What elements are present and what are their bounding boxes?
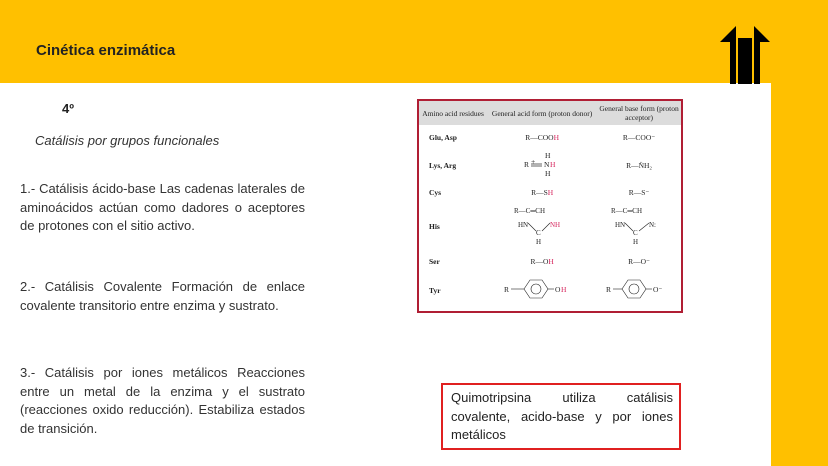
svg-text:H: H [545, 169, 551, 177]
residue-cell: Cys [429, 188, 442, 197]
svg-text:+: + [531, 157, 536, 166]
svg-text:R—C═CH: R—C═CH [514, 207, 546, 215]
page-title: Cinética enzimática [36, 42, 176, 59]
phenolate-structure [604, 278, 674, 300]
table-row [419, 275, 681, 305]
paragraph-metal-ions: 3.- Catálisis por iones metálicos Reacciones entre un metal de la enzima y el sustrato (reacciones oxido reducción). Estabiliza estados de transición. [20, 365, 305, 436]
svg-text:C: C [633, 229, 638, 237]
imidazole-structure [609, 205, 669, 245]
acid-form-cell: R—OH [530, 256, 554, 266]
ammonium-structure [522, 151, 562, 177]
right-accent-bar [771, 83, 828, 466]
svg-text:R: R [504, 285, 510, 294]
acid-form-cell: R—COOH [525, 133, 559, 142]
svg-text:HN: HN [518, 221, 529, 229]
base-form-cell [597, 275, 681, 305]
amino-acid-table [417, 99, 683, 313]
base-form-cell: R—N̈H₂ [626, 160, 653, 170]
table-row [419, 125, 681, 150]
svg-text:H: H [633, 238, 639, 245]
paragraph-acid-base: 1.- Catálisis ácido-base Las cadenas laterales de aminoácidos actúan como dadores o aceptores de protones con el sitio activo. [20, 181, 305, 233]
svg-text:N:: N: [649, 221, 657, 229]
base-form-cell: R—S⁻ [628, 188, 650, 197]
acid-form-cell [487, 275, 597, 305]
acid-form-cell [487, 205, 597, 247]
table-header-row [419, 101, 681, 125]
residue-cell: His [429, 221, 440, 231]
residue-cell: Lys, Arg [429, 160, 457, 170]
residue-cell: Tyr [429, 285, 441, 295]
table-row [419, 247, 681, 275]
svg-text:R: R [606, 285, 612, 294]
svg-text:HN: HN [615, 221, 626, 229]
callout-box: Quimotripsina utiliza catálisis covalente, acido-base y por iones metálicos [441, 383, 681, 450]
header-base-form: General base form (proton acceptor) [599, 104, 679, 122]
base-form-cell [597, 205, 681, 247]
base-form-cell: R—O⁻ [628, 256, 651, 266]
amino-acid-table-grid [419, 101, 681, 305]
residue-cell: Glu, Asp [429, 133, 457, 142]
svg-text:C: C [536, 229, 541, 237]
header-residues: Amino acid residues [422, 108, 484, 118]
svg-text:O: O [555, 285, 561, 294]
svg-text:N: N [544, 160, 550, 169]
svg-text:H: H [536, 238, 542, 245]
section-subtitle: Catálisis por grupos funcionales [35, 133, 220, 148]
svg-text:R—C═CH: R—C═CH [611, 207, 643, 215]
paragraph-covalent: 2.- Catálisis Covalente Formación de enlace covalente transitorio entre enzima y sustrato. [20, 279, 305, 313]
slide-number: 4º [62, 101, 74, 116]
logo-icon [716, 20, 774, 84]
svg-text:H: H [561, 285, 567, 294]
residue-cell: Ser [429, 256, 440, 266]
svg-text:R: R [524, 160, 530, 169]
svg-text:H: H [550, 160, 556, 169]
table-row [419, 180, 681, 205]
header-acid-form: General acid form (proton donor) [491, 108, 593, 118]
svg-text:O⁻: O⁻ [653, 285, 663, 294]
table-row [419, 150, 681, 180]
svg-text:NH: NH [550, 221, 561, 229]
imidazolium-structure [512, 205, 572, 245]
base-form-cell: R—COO⁻ [622, 133, 656, 142]
acid-form-cell [487, 150, 597, 180]
svg-text:H: H [545, 151, 551, 160]
table-row [419, 205, 681, 247]
phenol-structure [502, 278, 582, 300]
acid-form-cell: R—SH [531, 188, 554, 197]
